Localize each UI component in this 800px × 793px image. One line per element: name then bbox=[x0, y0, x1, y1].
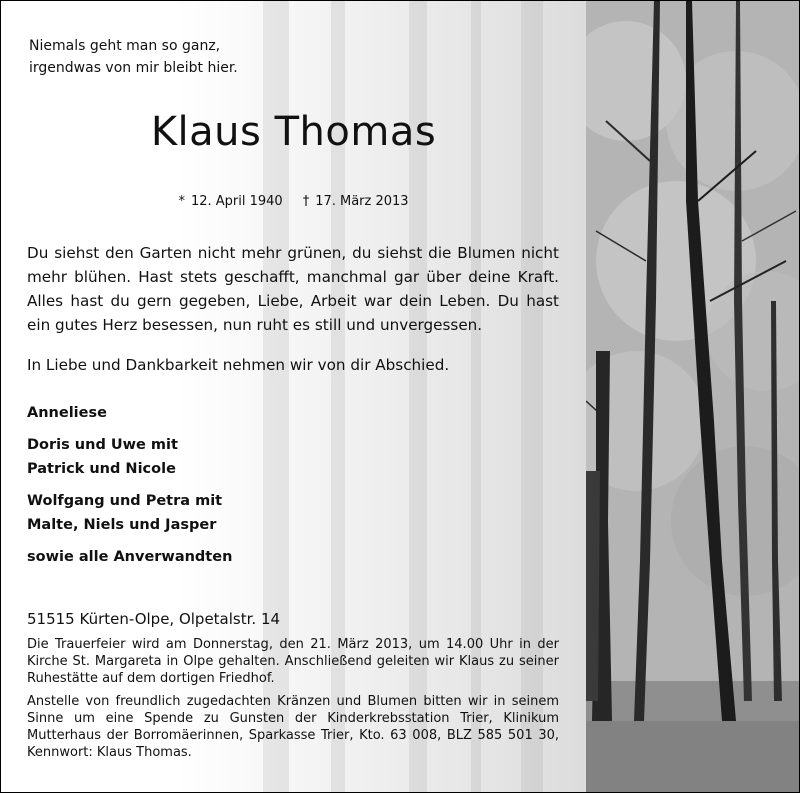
death-date: 17. März 2013 bbox=[315, 194, 409, 209]
family-address: 51515 Kürten-Olpe, Olpetalstr. 14 bbox=[27, 610, 281, 628]
mourner-line: Malte, Niels und Jasper bbox=[27, 517, 217, 533]
mourner-line: Wolfgang und Petra mit bbox=[27, 493, 223, 509]
death-cross-icon: † bbox=[302, 194, 310, 209]
mourner-group bbox=[27, 489, 232, 537]
forest-photo bbox=[586, 1, 799, 792]
funeral-notice: Die Trauerfeier wird am Donnerstag, den 21. März 2013, um 14.00 Uhr in der Kirche St. Margareta in Olpe gehalten. Anschließend geleiten wir Klaus zu seiner Ruhestätte auf dem dortigen Friedhof. bbox=[27, 637, 559, 686]
mourner-line: sowie alle Anverwandten bbox=[27, 549, 233, 565]
motto bbox=[29, 35, 238, 79]
birth-symbol: * bbox=[178, 194, 185, 209]
mourner-line: Anneliese bbox=[27, 405, 107, 421]
funeral-notice-block bbox=[27, 636, 559, 767]
memorial-verse: Du siehst den Garten nicht mehr grünen, du siehst die Blumen nicht mehr blühen. Hast stets geschafft, manchmal gar über deine Kraft. Alles hast du gern gegeben, Liebe, Arbeit war dein Leben. Du hast ein gutes Herz besessen, nun ruht es still und unvergessen. bbox=[27, 244, 559, 334]
mourner-line: Patrick und Nicole bbox=[27, 461, 176, 477]
mourner-group bbox=[27, 433, 232, 481]
mourners-list bbox=[27, 401, 232, 577]
donation-notice: Anstelle von freundlich zugedachten Kränzen und Blumen bitten wir in seinem Sinne um eine Spende zu Gunsten der Kinderkrebsstation Trier, Klinikum Mutterhaus der Borromäerinnen, Sparkasse Trier, Kto. 63 008, BLZ 585 501 30, Kennwort: Klaus Thomas. bbox=[27, 694, 559, 760]
mourner-line: Doris und Uwe mit bbox=[27, 437, 178, 453]
motto-line-2: irgendwas von mir bleibt hier. bbox=[29, 60, 238, 76]
mourner-group bbox=[27, 545, 232, 569]
life-dates bbox=[1, 194, 586, 209]
mourner-group bbox=[27, 401, 232, 425]
farewell-line: In Liebe und Dankbarkeit nehmen wir von dir Abschied. bbox=[27, 356, 450, 374]
motto-line-1: Niemals geht man so ganz, bbox=[29, 38, 221, 54]
deceased-name: Klaus Thomas bbox=[150, 109, 437, 155]
birth-date: 12. April 1940 bbox=[190, 194, 283, 209]
